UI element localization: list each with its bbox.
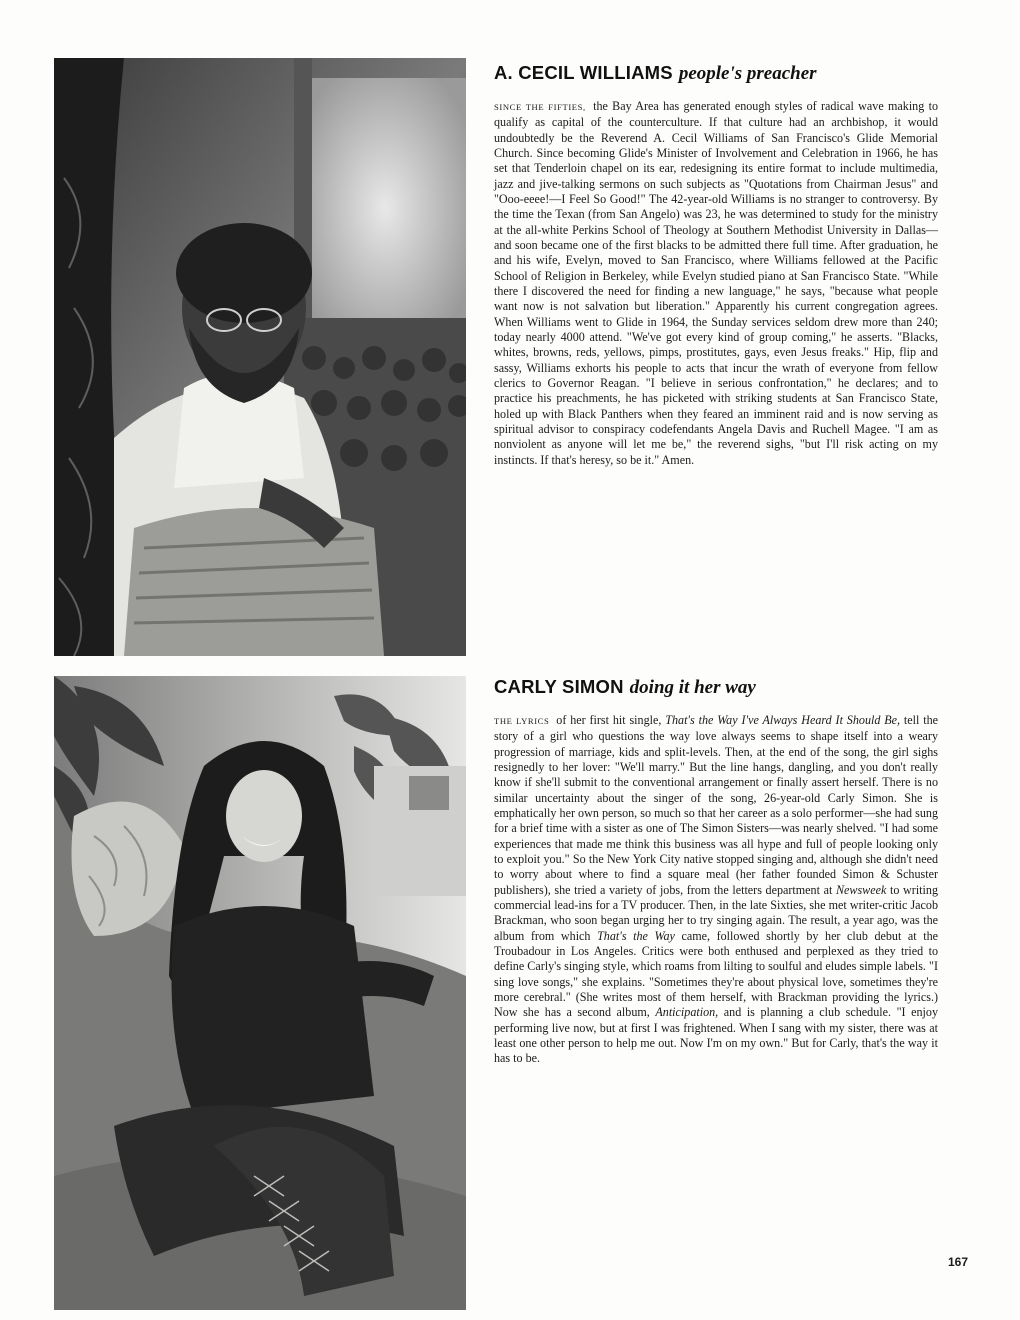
article-headline [494, 672, 938, 702]
headline-name: CARLY SIMON [494, 676, 624, 697]
article-body [494, 713, 938, 1067]
article-headline [494, 58, 938, 88]
article-body [494, 99, 938, 468]
song-title: That's the Way I've Always Heard It Should Be, [665, 713, 901, 727]
lead-in: THE LYRICS [494, 716, 550, 726]
article-carly-simon [494, 672, 938, 1067]
body-part: of her first hit single, [556, 713, 666, 727]
carly-simon-photo-art [54, 676, 466, 1310]
body-part: came, followed shortly by her club debut at the Troubadour in Los Angeles. Critics were both enthused and perplexed as they tried to define Carly's singing style, which roams from lilting to soulful and eludes simple labels. "I sing love songs," she explains. "Sometimes they're about physical love, sometimes they're more cerebral." (She writes most of them herself, with Brackman providing the lyrics.) Now she has a second album, [494, 928, 938, 1020]
body-text: the Bay Area has generated enough styles of radical wave making to qualify as capital of the counterculture. If that culture had an archbishop, it would undoubtedly be the Reverend A. Cecil Williams of San Francisco's Glide Memorial Church. Since becoming Glide's Minister of Involvement and Celebration in 1966, he has set that Tenderloin chapel on its ear, redesigning its entire format to include multimedia, jazz and jive-talking sermons on such subjects as "Quotations from Chairman Jesus" and "Ooo-eeee!—I Feel So Good!" The 42-year-old Williams is no stranger to controversy. By the time the Texan (from San Angelo) was 23, he was determined to study for the ministry at the all-white Perkins School of Theology at Southern Methodist University in Dallas—and soon became one of the first blacks to be admitted there full time. After graduation, he and his wife, Evelyn, moved to San Francisco, where Williams fellowed at the Pacific School of Religion in Berkeley, while Evelyn studied piano at San Francisco State. "While there I discovered the need for finding a new language," he says, "because what people want now is not salvation but liberation." Apparently his current congregation agrees. When Williams went to Glide in 1964, the Sunday services seldom drew more than 240; today nearly 4000 attend. "We've got every kind of group coming," he asserts. "Blacks, whites, browns, reds, yellows, pimps, prostitutes, gays, even Jesus freaks." Hip, flip and sassy, Williams exhorts his people to acts that incur the wrath of everyone from fellow clerics to Governor Reagan. "I believe in serious confrontation," he declares; and to practice his preachments, he has picketed with striking students at San Francisco State, holed up with Black Panthers when they feared an imminent raid and is now serving as spiritual advisor to conspiracy codefendants Angela Davis and Ruchell Magee. "I am as nonviolent as anyone will let me be," the reverend sighs, "but I'll risk acting on my instincts. If that's heresy, so be it." Amen. [494, 99, 938, 467]
article-cecil-williams [494, 58, 938, 468]
song-title: That's the Way [597, 928, 675, 943]
lead-in: SINCE THE FIFTIES, [494, 102, 586, 112]
publication-title: Newsweek [835, 882, 887, 897]
body-part: to writing commercial lead-ins for a TV producer. Then, in the late Sixties, she met writer-critic Jacob Brackman, who soon began urging her to try singing again. The result, a year ago, was the album from which [494, 882, 938, 943]
body-part: and is planning a club schedule. "I enjoy performing live now, but at first I was frightened. When I sang with my sister, there was at least one other person to help me out. Now I'm on my own." But for Carly, that's the way it has to be. [494, 1005, 938, 1066]
headline-name: A. CECIL WILLIAMS [494, 62, 673, 83]
carly-simon-photo [54, 676, 466, 1310]
cecil-williams-photo-art [54, 58, 466, 656]
headline-tagline: people's preacher [678, 63, 817, 84]
body-part: tell the story of a girl who questions the way love always seems to shape itself into a weary progression of marriage, kids and split-levels. Then, at the end of the song, the girl sighs resignedly to her lover: "We'll marry." But the line hangs, dangling, and you don't really know if she'll submit to the conventional arrangement or finally assert herself. There is no similar uncertainty about the singer of the song, 26-year-old Carly Simon. She is emphatically her own person, so much so that her career as a solo performer—she had sung for a brief time with a sister as one of The Simon Sisters—was nearly shelved. "I had some experiences that made me think this business was all hype and full of people looking only to exploit you." So the New York City native stopped singing and, although she didn't need to worry about where to find a square meal (her father founded Simon & Schuster publishers), she tried a variety of jobs, from the letters department at [494, 713, 938, 897]
album-title: Anticipation, [655, 1005, 719, 1020]
headline-tagline: doing it her way [629, 677, 756, 698]
page-number: 167 [948, 1255, 969, 1269]
cecil-williams-photo [54, 58, 466, 656]
